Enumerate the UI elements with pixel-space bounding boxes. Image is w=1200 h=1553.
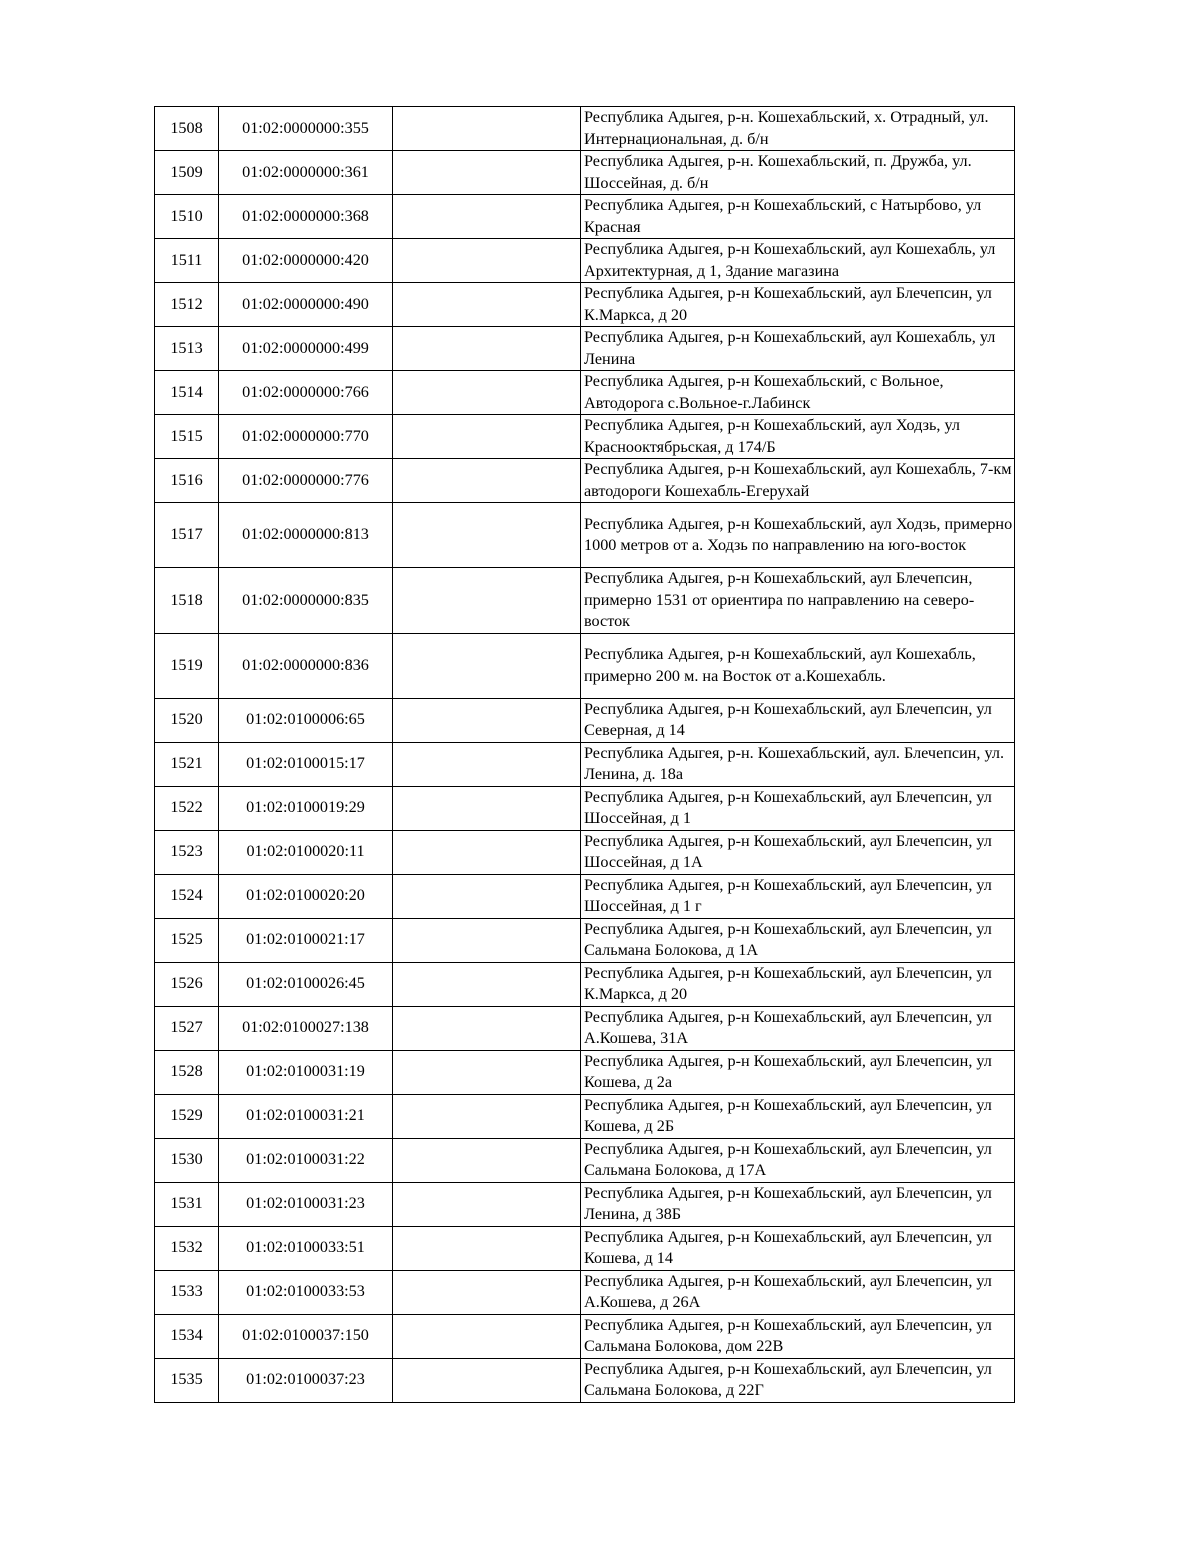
cadastral-number-cell: 01:02:0000000:776 [219, 459, 393, 503]
cadastral-number-cell: 01:02:0000000:835 [219, 568, 393, 634]
table-row [155, 371, 1015, 415]
empty-cell [393, 107, 581, 151]
address-cell: Республика Адыгея, р-н Кошехабльский, аул Блечепсин, ул Сальмана Болокова, дом 22В [581, 1314, 1015, 1358]
row-number-cell: 1522 [155, 786, 219, 830]
cadastral-number-cell: 01:02:0100020:11 [219, 830, 393, 874]
row-number-cell: 1525 [155, 918, 219, 962]
cadastral-number-cell: 01:02:0100020:20 [219, 874, 393, 918]
table-row [155, 830, 1015, 874]
address-cell: Республика Адыгея, р-н Кошехабльский, аул Ходзь, ул Краснооктябрьская, д 174/Б [581, 415, 1015, 459]
row-number-cell: 1534 [155, 1314, 219, 1358]
table-row [155, 1270, 1015, 1314]
address-cell: Республика Адыгея, р-н. Кошехабльский, х. Отрадный, ул. Интернациональная, д. б/н [581, 107, 1015, 151]
empty-cell [393, 195, 581, 239]
table-row [155, 1358, 1015, 1402]
empty-cell [393, 239, 581, 283]
row-number-cell: 1526 [155, 962, 219, 1006]
row-number-cell: 1514 [155, 371, 219, 415]
empty-cell [393, 918, 581, 962]
address-cell: Республика Адыгея, р-н Кошехабльский, аул Блечепсин, ул К.Маркса, д 20 [581, 962, 1015, 1006]
empty-cell [393, 633, 581, 698]
cadastral-number-cell: 01:02:0100033:53 [219, 1270, 393, 1314]
cadastral-number-cell: 01:02:0000000:770 [219, 415, 393, 459]
cadastral-number-cell: 01:02:0100026:45 [219, 962, 393, 1006]
table-row [155, 107, 1015, 151]
address-cell: Республика Адыгея, р-н Кошехабльский, с Натырбово, ул Красная [581, 195, 1015, 239]
address-cell: Республика Адыгея, р-н Кошехабльский, аул Блечепсин, ул Сальмана Болокова, д 17А [581, 1138, 1015, 1182]
cadastral-number-cell: 01:02:0000000:355 [219, 107, 393, 151]
table-row [155, 327, 1015, 371]
address-cell: Республика Адыгея, р-н Кошехабльский, с Вольное, Автодорога с.Вольное-г.Лабинск [581, 371, 1015, 415]
empty-cell [393, 1094, 581, 1138]
address-cell: Республика Адыгея, р-н Кошехабльский, аул Блечепсин, ул Кошева, д 2Б [581, 1094, 1015, 1138]
row-number-cell: 1512 [155, 283, 219, 327]
row-number-cell: 1519 [155, 633, 219, 698]
empty-cell [393, 786, 581, 830]
cadastral-number-cell: 01:02:0100027:138 [219, 1006, 393, 1050]
empty-cell [393, 742, 581, 786]
empty-cell [393, 327, 581, 371]
table-row [155, 415, 1015, 459]
cadastral-number-cell: 01:02:0000000:420 [219, 239, 393, 283]
table-row [155, 239, 1015, 283]
cadastral-number-cell: 01:02:0100021:17 [219, 918, 393, 962]
row-number-cell: 1511 [155, 239, 219, 283]
address-cell: Республика Адыгея, р-н Кошехабльский, аул Блечепсин, ул Шоссейная, д 1 г [581, 874, 1015, 918]
cadastral-number-cell: 01:02:0100019:29 [219, 786, 393, 830]
row-number-cell: 1529 [155, 1094, 219, 1138]
empty-cell [393, 1226, 581, 1270]
address-cell: Республика Адыгея, р-н Кошехабльский, аул Блечепсин, ул Сальмана Болокова, д 22Г [581, 1358, 1015, 1402]
address-cell: Республика Адыгея, р-н Кошехабльский, аул Блечепсин, ул Ленина, д 38Б [581, 1182, 1015, 1226]
table-row [155, 1226, 1015, 1270]
cadastral-number-cell: 01:02:0000000:499 [219, 327, 393, 371]
row-number-cell: 1516 [155, 459, 219, 503]
empty-cell [393, 283, 581, 327]
table-row [155, 698, 1015, 742]
table-row [155, 503, 1015, 568]
table-row [155, 1138, 1015, 1182]
address-cell: Республика Адыгея, р-н Кошехабльский, аул Блечепсин, ул К.Маркса, д 20 [581, 283, 1015, 327]
address-cell: Республика Адыгея, р-н Кошехабльский, аул Блечепсин, ул Кошева, д 14 [581, 1226, 1015, 1270]
address-cell: Республика Адыгея, р-н Кошехабльский, аул Блечепсин, примерно 1531 от ориентира по направлению на северо-восток [581, 568, 1015, 634]
property-registry-table [154, 106, 1015, 1403]
table-row [155, 633, 1015, 698]
empty-cell [393, 874, 581, 918]
table-row [155, 786, 1015, 830]
row-number-cell: 1524 [155, 874, 219, 918]
table-row [155, 1050, 1015, 1094]
row-number-cell: 1513 [155, 327, 219, 371]
empty-cell [393, 1182, 581, 1226]
row-number-cell: 1517 [155, 503, 219, 568]
row-number-cell: 1528 [155, 1050, 219, 1094]
row-number-cell: 1533 [155, 1270, 219, 1314]
row-number-cell: 1527 [155, 1006, 219, 1050]
cadastral-number-cell: 01:02:0000000:813 [219, 503, 393, 568]
empty-cell [393, 1138, 581, 1182]
row-number-cell: 1531 [155, 1182, 219, 1226]
row-number-cell: 1530 [155, 1138, 219, 1182]
empty-cell [393, 1314, 581, 1358]
address-cell: Республика Адыгея, р-н Кошехабльский, аул Кошехабль, ул Ленина [581, 327, 1015, 371]
table-row [155, 1314, 1015, 1358]
empty-cell [393, 568, 581, 634]
table-row [155, 459, 1015, 503]
address-cell: Республика Адыгея, р-н Кошехабльский, аул Кошехабль, 7-км автодороги Кошехабль-Егерухай [581, 459, 1015, 503]
address-cell: Республика Адыгея, р-н. Кошехабльский, аул. Блечепсин, ул. Ленина, д. 18а [581, 742, 1015, 786]
empty-cell [393, 1270, 581, 1314]
address-cell: Республика Адыгея, р-н Кошехабльский, аул Блечепсин, ул Шоссейная, д 1 [581, 786, 1015, 830]
cadastral-number-cell: 01:02:0100031:23 [219, 1182, 393, 1226]
cadastral-number-cell: 01:02:0000000:361 [219, 151, 393, 195]
empty-cell [393, 459, 581, 503]
row-number-cell: 1508 [155, 107, 219, 151]
empty-cell [393, 830, 581, 874]
address-cell: Республика Адыгея, р-н Кошехабльский, аул Ходзь, примерно 1000 метров от а. Ходзь по направлению на юго-восток [581, 503, 1015, 568]
table-row [155, 918, 1015, 962]
empty-cell [393, 1358, 581, 1402]
cadastral-number-cell: 01:02:0100031:22 [219, 1138, 393, 1182]
empty-cell [393, 698, 581, 742]
registry-table-body [155, 107, 1015, 1403]
address-cell: Республика Адыгея, р-н Кошехабльский, аул Блечепсин, ул Кошева, д 2а [581, 1050, 1015, 1094]
cadastral-number-cell: 01:02:0100037:23 [219, 1358, 393, 1402]
row-number-cell: 1523 [155, 830, 219, 874]
row-number-cell: 1510 [155, 195, 219, 239]
row-number-cell: 1515 [155, 415, 219, 459]
table-row [155, 1182, 1015, 1226]
row-number-cell: 1509 [155, 151, 219, 195]
empty-cell [393, 371, 581, 415]
table-row [155, 742, 1015, 786]
address-cell: Республика Адыгея, р-н. Кошехабльский, п. Дружба, ул. Шоссейная, д. б/н [581, 151, 1015, 195]
table-row [155, 1006, 1015, 1050]
address-cell: Республика Адыгея, р-н Кошехабльский, аул Блечепсин, ул А.Кошева, 31А [581, 1006, 1015, 1050]
table-row [155, 195, 1015, 239]
empty-cell [393, 415, 581, 459]
cadastral-number-cell: 01:02:0100031:21 [219, 1094, 393, 1138]
row-number-cell: 1520 [155, 698, 219, 742]
cadastral-number-cell: 01:02:0000000:836 [219, 633, 393, 698]
cadastral-number-cell: 01:02:0000000:490 [219, 283, 393, 327]
table-row [155, 874, 1015, 918]
table-row [155, 962, 1015, 1006]
cadastral-number-cell: 01:02:0100015:17 [219, 742, 393, 786]
address-cell: Республика Адыгея, р-н Кошехабльский, аул Блечепсин, ул Шоссейная, д 1А [581, 830, 1015, 874]
row-number-cell: 1521 [155, 742, 219, 786]
cadastral-number-cell: 01:02:0100037:150 [219, 1314, 393, 1358]
address-cell: Республика Адыгея, р-н Кошехабльский, аул Блечепсин, ул А.Кошева, д 26А [581, 1270, 1015, 1314]
row-number-cell: 1532 [155, 1226, 219, 1270]
table-row [155, 1094, 1015, 1138]
empty-cell [393, 151, 581, 195]
cadastral-number-cell: 01:02:0000000:368 [219, 195, 393, 239]
row-number-cell: 1535 [155, 1358, 219, 1402]
table-row [155, 568, 1015, 634]
cadastral-number-cell: 01:02:0000000:766 [219, 371, 393, 415]
empty-cell [393, 962, 581, 1006]
empty-cell [393, 1006, 581, 1050]
address-cell: Республика Адыгея, р-н Кошехабльский, аул Кошехабль, ул Архитектурная, д 1, Здание магазина [581, 239, 1015, 283]
address-cell: Республика Адыгея, р-н Кошехабльский, аул Блечепсин, ул Северная, д 14 [581, 698, 1015, 742]
cadastral-number-cell: 01:02:0100006:65 [219, 698, 393, 742]
cadastral-number-cell: 01:02:0100031:19 [219, 1050, 393, 1094]
table-row [155, 151, 1015, 195]
cadastral-number-cell: 01:02:0100033:51 [219, 1226, 393, 1270]
table-row [155, 283, 1015, 327]
empty-cell [393, 1050, 581, 1094]
empty-cell [393, 503, 581, 568]
row-number-cell: 1518 [155, 568, 219, 634]
address-cell: Республика Адыгея, р-н Кошехабльский, аул Блечепсин, ул Сальмана Болокова, д 1А [581, 918, 1015, 962]
address-cell: Республика Адыгея, р-н Кошехабльский, аул Кошехабль, примерно 200 м. на Восток от а.Кошехабль. [581, 633, 1015, 698]
